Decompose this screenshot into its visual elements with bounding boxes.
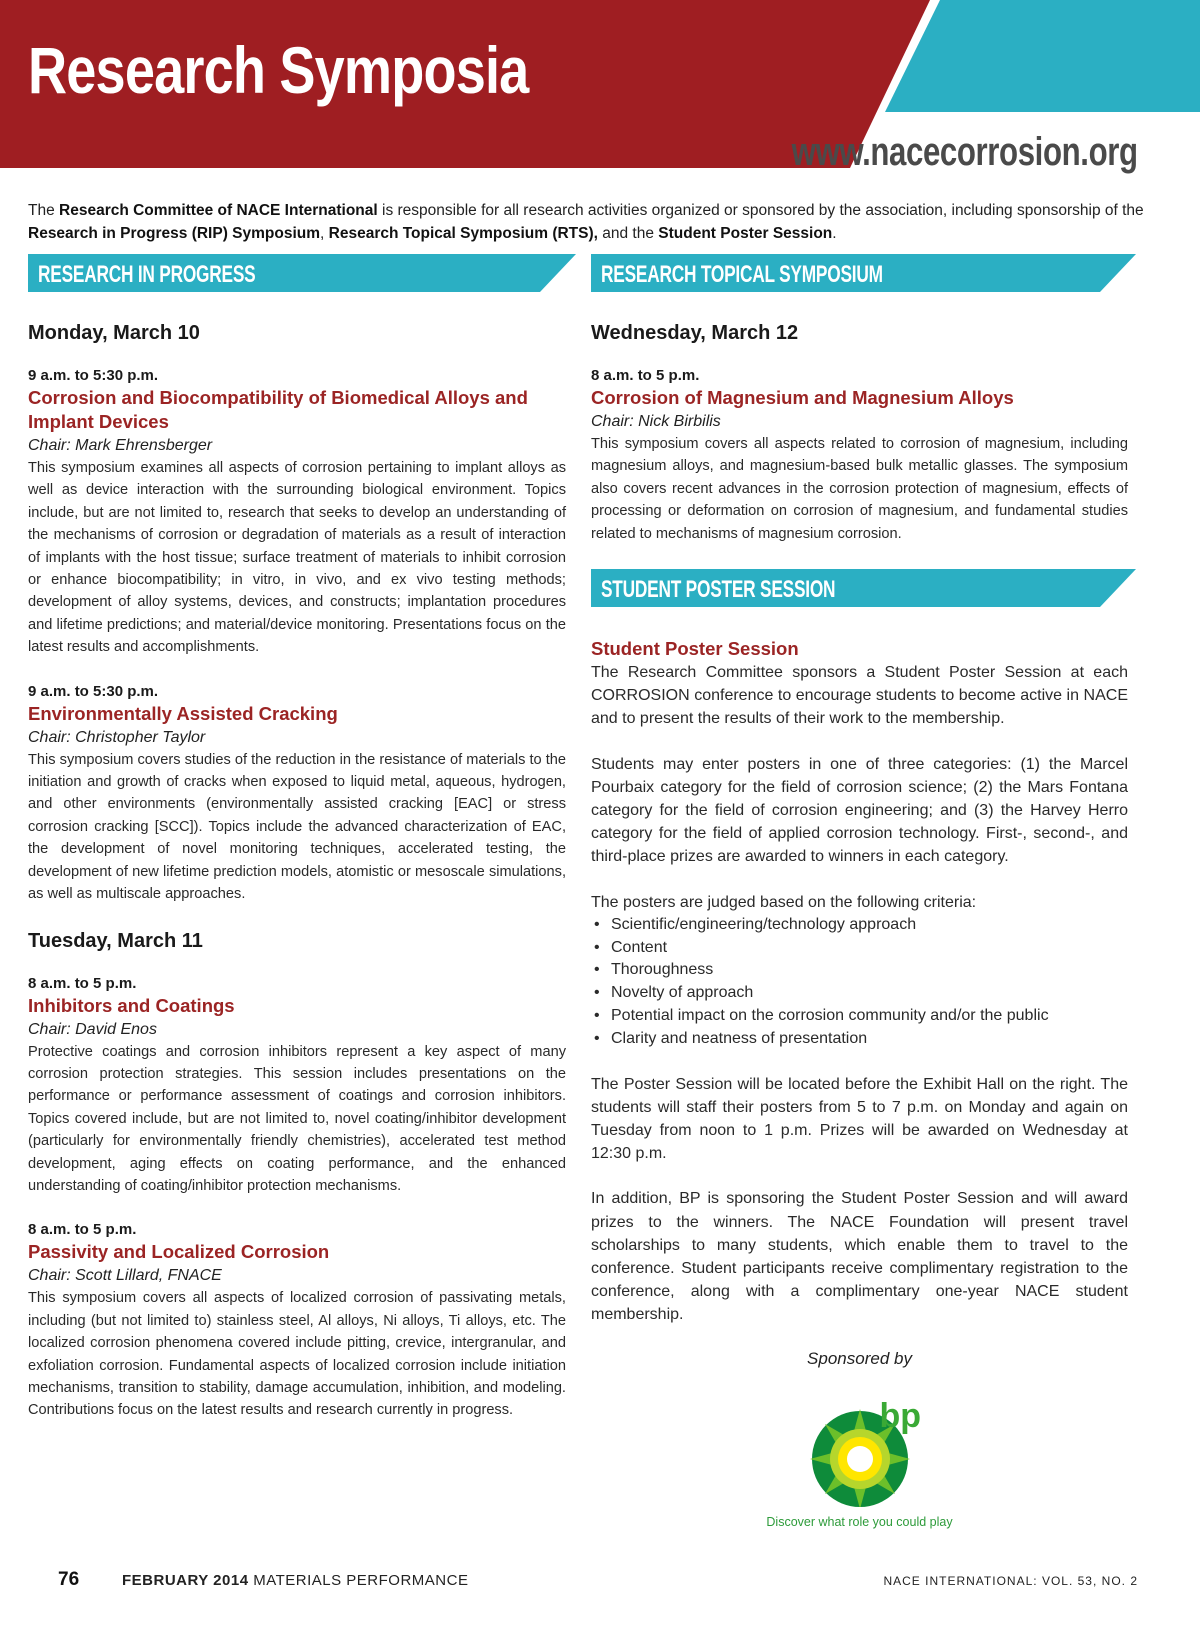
session-block: [28, 1221, 566, 1421]
list-item: • Scientific/engineering/technology approach: [594, 915, 917, 933]
poster-paragraph: The Poster Session will be located before the Exhibit Hall on the right. The students will staff their posters from 5 to 7 p.m. on Monday and again on Tuesday from noon to 1 p.m. Prizes will be awarded on Wednesday at 12:30 p.m.: [591, 1075, 1128, 1163]
left-column: [28, 254, 566, 1446]
section-header-sps: [591, 569, 1128, 607]
session-block: [28, 975, 566, 1198]
section-title: RESEARCH IN PROGRESS: [38, 261, 256, 288]
volume-label: NACE INTERNATIONAL: VOL. 53, NO. 2: [883, 1574, 1138, 1588]
session-chair: Chair: Mark Ehrensberger: [28, 437, 213, 454]
poster-paragraph: In addition, BP is sponsoring the Student Poster Session and will award prizes to the winners. The NACE Foundation will present travel scholarships to many students, which enable them to travel to the conference. Student participants receive complimentary registration to the conference, along with a complimentary one-year NACE student membership.: [591, 1190, 1128, 1324]
list-item: • Thoroughness: [594, 961, 714, 979]
session-chair: Chair: Nick Birbilis: [591, 413, 721, 430]
session-title: Student Poster Session: [591, 638, 799, 660]
session-title: Inhibitors and Coatings: [28, 994, 235, 1016]
session-description: This symposium covers all aspects of localized corrosion of passivating metals, including (but not limited to) stainless steel, Al alloys, Ni alloys, Ti alloys, etc. The localized corrosion phenomena covered include pitting, crevice, intergranular, and exfoliation corrosion. Fundamental aspects of localized corrosion include initiation mechanisms, transition to stability, damage accumulation, inhibition, and modeling. Contributions focus on the latest results and research currently in progress.: [28, 1290, 566, 1419]
session-time: 8 a.m. to 5 p.m.: [591, 367, 700, 384]
sponsor-block: [591, 1349, 1128, 1529]
session-block: [28, 367, 566, 659]
session-time: 8 a.m. to 5 p.m.: [28, 974, 137, 992]
list-item: • Potential impact on the corrosion community and/or the public: [594, 1007, 1049, 1025]
session-time: 9 a.m. to 5:30 p.m.: [28, 682, 159, 700]
poster-paragraph: The Research Committee sponsors a Student Poster Session at each CORROSION conference to encourage students to become active in NACE and to present the results of their work to the membership.: [591, 664, 1128, 728]
poster-paragraph: Students may enter posters in one of three categories: (1) the Marcel Pourbaix category for the field of corrosion science; (2) the Mars Fontana category for the field of corrosion engineering; and (3) the Harvey Herro category for the field of applied corrosion technology. First-, second-, and third-place prizes are awarded to winners in each category.: [591, 755, 1128, 866]
page-footer: [0, 1569, 1200, 1599]
session-chair: Chair: David Enos: [28, 1020, 157, 1038]
day-heading: Tuesday, March 11: [28, 929, 203, 952]
section-title: STUDENT POSTER SESSION: [601, 576, 836, 604]
right-column: [591, 254, 1128, 1529]
session-time: 8 a.m. to 5 p.m.: [28, 1221, 137, 1239]
session-block: [591, 367, 1128, 545]
intro-paragraph: The Research Committee of NACE International is responsible for all research activities organized or sponsored by the association, including sponsorship of the Research in Progress (RIP) Symposium, Research Topical Symposium (RTS), and the Student Poster Session.: [28, 201, 1144, 242]
criteria-list: [591, 914, 1128, 1051]
banner-teal-block: [885, 0, 1200, 112]
bp-wordmark: bp: [879, 1396, 922, 1435]
day-heading: Monday, March 10: [28, 322, 200, 344]
session-description: Protective coatings and corrosion inhibitors represent a key aspect of many corrosion protection strategies. This session includes presentations on the performance or performance assessment of coatings and corrosion inhibitors. Topics covered include, but are not limited to, novel coating/inhibitor development (particularly for environmentally friendly chemistries), accelerated test method development, aging effects on coating performance, and the enhanced understanding of coating/inhibitor protection mechanisms.: [28, 1043, 566, 1194]
session-title: Corrosion of Magnesium and Magnesium Alloys: [591, 387, 1014, 408]
list-item: • Clarity and neatness of presentation: [594, 1029, 868, 1047]
sponsor-tagline: Discover what role you could play: [766, 1514, 953, 1529]
session-chair: Chair: Scott Lillard, FNACE: [28, 1267, 222, 1285]
section-header-rip: [28, 254, 566, 292]
website-url: www.nacecorrosion.org: [791, 130, 1138, 174]
helios-icon: [760, 1387, 960, 1507]
session-title: Passivity and Localized Corrosion: [28, 1241, 330, 1263]
section-header-rts: [591, 254, 1128, 292]
header-banner: [0, 0, 1200, 174]
page-title: Research Symposia: [28, 33, 529, 107]
session-description: This symposium examines all aspects of corrosion pertaining to implant alloys as well as device interaction with the surrounding biological environment. Topics include, but are not limited to, research that seeks to develop an understanding of the mechanisms of corrosion or degradation of materials as a result of interaction of implants with the host tissue; surface treatment of materials to inhibit corrosion or enhance biocompatibility; in vitro, in vivo, and ex vivo testing methods; development of alloy systems, devices, and constructs; implantation procedures and lifetime predictions; and material/device monitoring. Presentations focus on the latest results and accomplishments.: [28, 460, 566, 656]
criteria-intro: The posters are judged based on the following criteria:: [591, 893, 977, 911]
list-item: • Content: [594, 938, 668, 956]
session-title: Corrosion and Biocompatibility of Biomedical Alloys and Implant Devices: [28, 387, 528, 432]
day-heading: Wednesday, March 12: [591, 322, 799, 344]
page-number: 76: [58, 1569, 80, 1590]
session-description: This symposium covers studies of the reduction in the resistance of materials to the initiation and growth of cracks when exposed to liquid metal, aqueous, hydrogen, and other environments (environmentally assisted cracking [EAC] or stress corrosion cracking [SCC]). Topics include the advanced characterization of EAC, the development of novel monitoring techniques, accelerated testing, the development of new lifetime prediction models, atomistic or mesoscale simulations, as well as multiscale approaches.: [28, 751, 566, 903]
session-block: [28, 683, 566, 906]
session-chair: Chair: Christopher Taylor: [28, 728, 206, 746]
list-item: • Novelty of approach: [594, 984, 754, 1002]
section-title: RESEARCH TOPICAL SYMPOSIUM: [601, 261, 883, 288]
bp-logo: [760, 1387, 960, 1507]
session-time: 9 a.m. to 5:30 p.m.: [28, 367, 159, 384]
issue-label: FEBRUARY 2014 MATERIALS PERFORMANCE: [122, 1572, 469, 1589]
session-title: Environmentally Assisted Cracking: [28, 702, 338, 724]
session-description: This symposium covers all aspects related to corrosion of magnesium, including magnesium alloys, and magnesium-based bulk metallic glasses. The symposium also covers recent advances in the corrosion protection of magnesium, effects of processing or deformation on corrosion of magnesium, and fundamental studies related to mechanisms of magnesium corrosion.: [591, 436, 1128, 542]
sponsored-by-label: Sponsored by: [807, 1348, 912, 1368]
